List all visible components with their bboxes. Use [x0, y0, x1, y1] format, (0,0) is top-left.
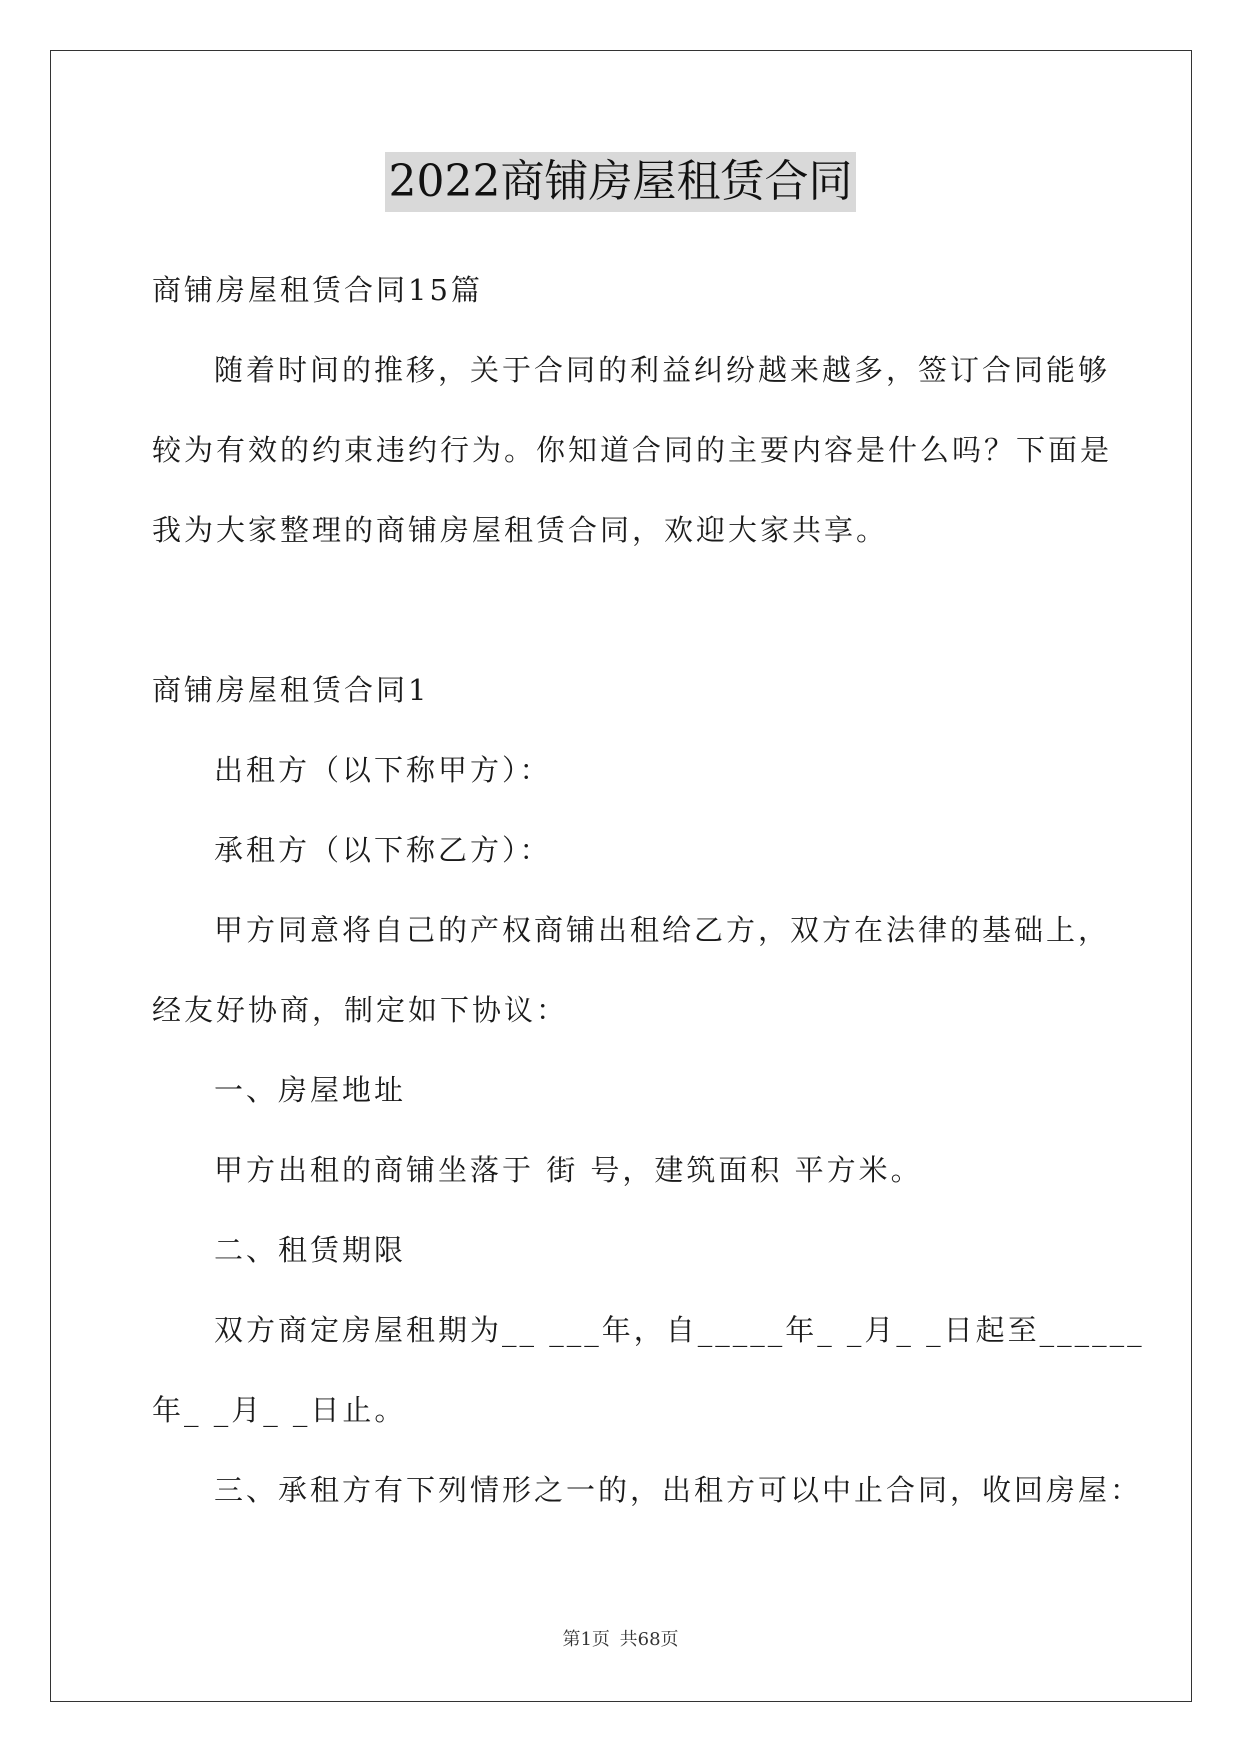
clause-heading: 三、承租方有下列情形之一的，出租方可以中止合同，收回房屋：: [214, 1473, 1143, 1507]
paragraph-line: 出租方（以下称甲方）：: [214, 753, 552, 787]
paragraph-line: 较为有效的约束违约行为。你知道合同的主要内容是什么吗？下面是: [152, 433, 1113, 467]
subtitle-line: 商铺房屋租赁合同15篇: [152, 273, 483, 307]
page-footer: [0, 1628, 1241, 1652]
paragraph-line: 我为大家整理的商铺房屋租赁合同，欢迎大家共享。: [152, 513, 889, 547]
paragraph-line: 经友好协商，制定如下协议：: [152, 993, 569, 1027]
paragraph-line: 甲方同意将自己的产权商铺出租给乙方，双方在法律的基础上，: [214, 913, 1111, 947]
paragraph-line: 甲方出租的商铺坐落于 街 号，建筑面积 平方米。: [214, 1153, 923, 1187]
clause-heading: 二、租赁期限: [214, 1233, 407, 1267]
clause-heading: 一、房屋地址: [214, 1073, 407, 1107]
paragraph-line: 随着时间的推移，关于合同的利益纠纷越来越多，签订合同能够: [214, 353, 1111, 387]
page-total: 共68页: [619, 1629, 679, 1650]
page-number: 第1页: [562, 1629, 610, 1650]
section-heading: 商铺房屋租赁合同1: [152, 673, 430, 707]
paragraph-line: 年_ _月_ _日止。: [152, 1393, 407, 1427]
document-title: 2022商铺房屋租赁合同: [385, 152, 857, 212]
paragraph-line: 双方商定房屋租期为__ ___年，自_____年_ _月_ _日起至______: [214, 1313, 1145, 1347]
title-container: [0, 152, 1241, 212]
paragraph-line: 承租方（以下称乙方）：: [214, 833, 552, 867]
